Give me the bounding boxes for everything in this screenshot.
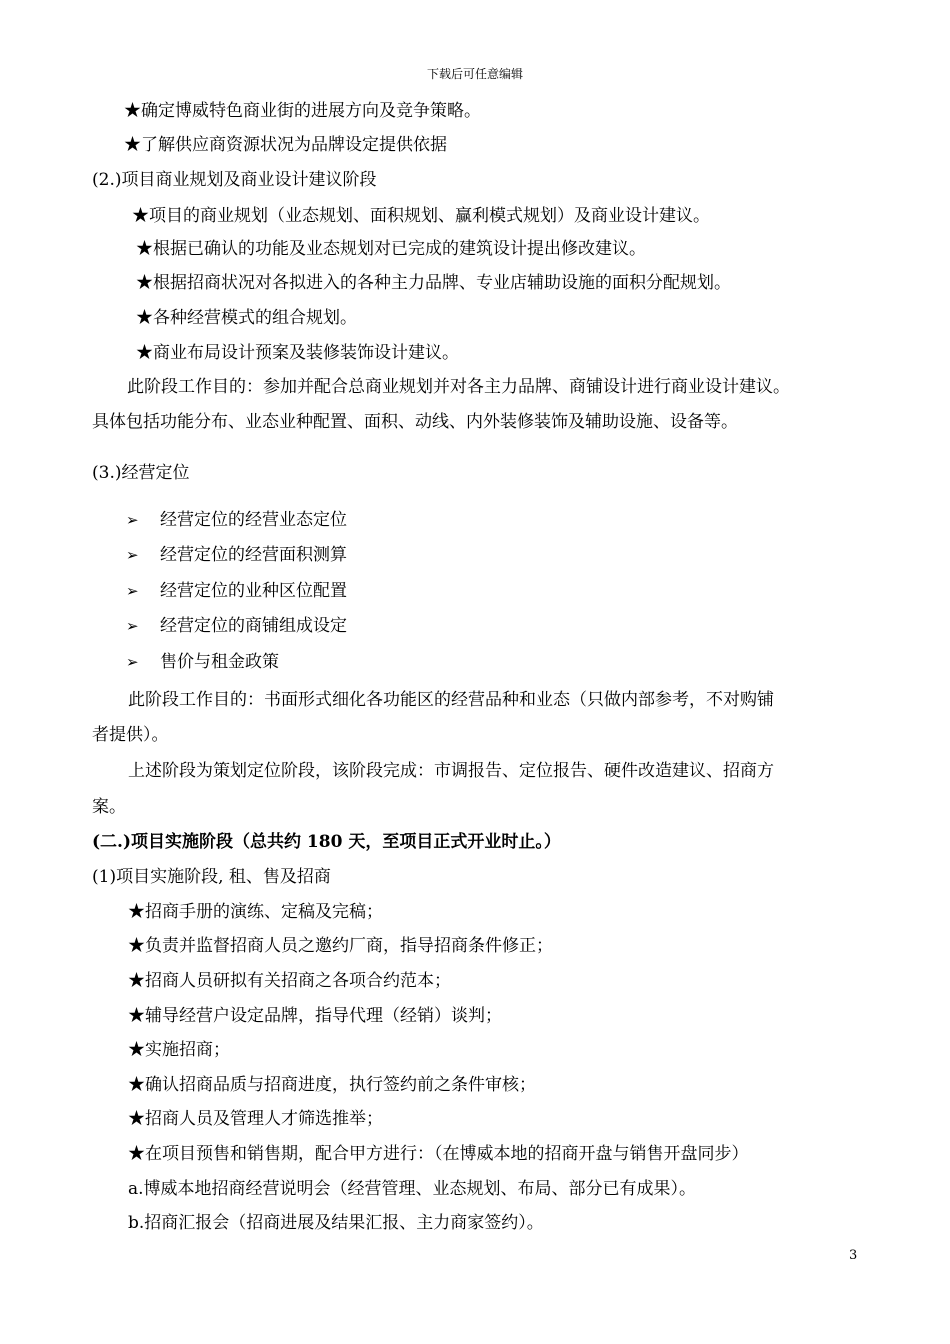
paragraph-line: ★根据招商状况对各拟进入的各种主力品牌、专业店辅助设施的面积分配规划。 — [136, 273, 731, 293]
arrow-bullet-icon: ➢ — [126, 653, 139, 671]
paragraph-line: ★确定博威特色商业街的进展方向及竞争策略。 — [124, 101, 481, 121]
paragraph-line: ★招商人员及管理人才筛选推举； — [128, 1109, 383, 1129]
paragraph-line: ★各种经营模式的组合规划。 — [136, 308, 357, 328]
paragraph-line: ★招商手册的演练、定稿及完稿； — [128, 902, 383, 922]
section-heading: (3.)经营定位 — [92, 463, 190, 483]
arrow-bullet-icon: ➢ — [126, 511, 139, 529]
paragraph-line: b.招商汇报会（招商进展及结果汇报、主力商家签约）。 — [128, 1213, 544, 1233]
bullet-text: 经营定位的商铺组成设定 — [160, 616, 347, 636]
bullet-text: 经营定位的业种区位配置 — [160, 581, 347, 601]
bullet-item — [126, 543, 347, 567]
paragraph-line: 案。 — [92, 797, 126, 817]
section-heading: (2.)项目商业规划及商业设计建议阶段 — [92, 170, 377, 190]
arrow-bullet-icon: ➢ — [126, 617, 139, 635]
paragraph-line: ★招商人员研拟有关招商之各项合约范本； — [128, 971, 451, 991]
paragraph-line: ★商业布局设计预案及装修装饰设计建议。 — [136, 343, 459, 363]
section-heading: (1)项目实施阶段, 租、售及招商 — [92, 867, 331, 887]
paragraph-line: 此阶段工作目的：参加并配合总商业规划并对各主力品牌、商铺设计进行商业设计建议。 — [127, 377, 790, 397]
paragraph-line: ★根据已确认的功能及业态规划对已完成的建筑设计提出修改建议。 — [136, 239, 646, 259]
bullet-item — [126, 614, 347, 638]
paragraph-line: ★辅导经营户设定品牌，指导代理（经销）谈判； — [128, 1006, 502, 1026]
paragraph-line: 此阶段工作目的：书面形式细化各功能区的经营品种和业态（只做内部参考，不对购铺 — [128, 690, 774, 710]
paragraph-line: 者提供）。 — [92, 725, 169, 745]
section-heading: (二.)项目实施阶段（总共约 180 天，至项目正式开业时止。） — [92, 832, 561, 852]
page-number: 3 — [849, 1248, 858, 1263]
paragraph-line: ★确认招商品质与招商进度，执行签约前之条件审核； — [128, 1075, 536, 1095]
paragraph-line: ★在项目预售和销售期，配合甲方进行：（在博威本地的招商开盘与销售开盘同步） — [128, 1144, 749, 1164]
paragraph-line: a.博威本地招商经营说明会（经营管理、业态规划、布局、部分已有成果）。 — [128, 1179, 697, 1199]
arrow-bullet-icon: ➢ — [126, 582, 139, 600]
bullet-text: 经营定位的经营业态定位 — [160, 510, 347, 530]
bullet-item — [126, 579, 347, 603]
paragraph-line: 上述阶段为策划定位阶段，该阶段完成：市调报告、定位报告、硬件改造建议、招商方 — [128, 761, 774, 781]
bullet-text: 售价与租金政策 — [160, 652, 279, 672]
page-header: 下载后可任意编辑 — [426, 67, 523, 81]
bullet-text: 经营定位的经营面积测算 — [160, 545, 347, 565]
paragraph-line: 具体包括功能分布、业态业种配置、面积、动线、内外装修装饰及辅助设施、设备等。 — [92, 412, 738, 432]
paragraph-line: ★负责并监督招商人员之邀约厂商，指导招商条件修正； — [128, 936, 553, 956]
arrow-bullet-icon: ➢ — [126, 546, 139, 564]
paragraph-line: ★项目的商业规划（业态规划、面积规划、赢利模式规划）及商业设计建议。 — [132, 206, 710, 226]
paragraph-line: ★实施招商； — [128, 1040, 230, 1060]
bullet-item — [126, 650, 279, 674]
bullet-item — [126, 508, 347, 532]
paragraph-line: ★了解供应商资源状况为品牌设定提供依据 — [124, 135, 447, 155]
